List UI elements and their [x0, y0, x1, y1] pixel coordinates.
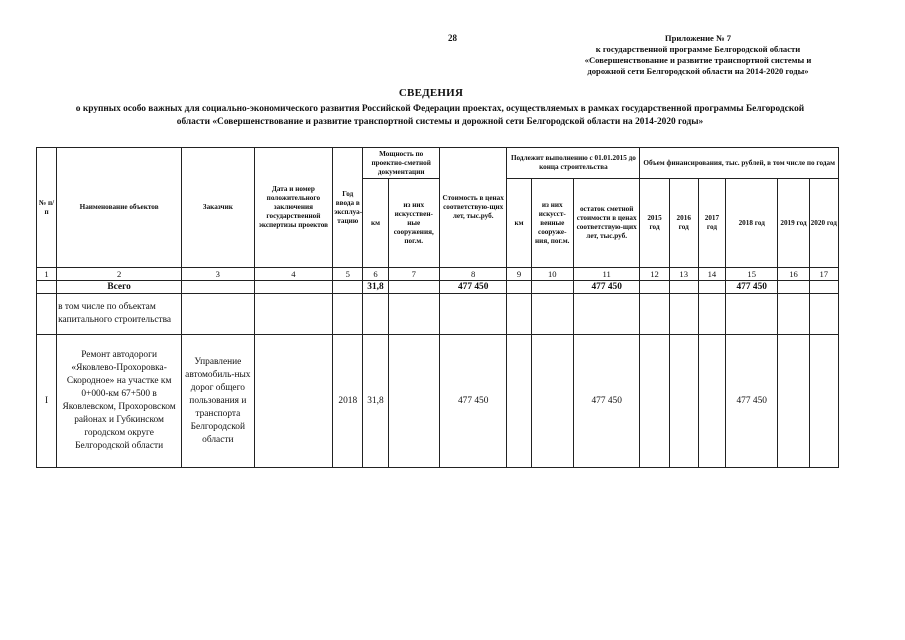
- column-number: 11: [573, 268, 640, 281]
- column-number: 5: [333, 268, 363, 281]
- total-customer: [182, 281, 255, 294]
- header-capacity-km: км: [363, 179, 388, 268]
- column-number-row: [37, 268, 839, 281]
- total-row: [37, 281, 839, 294]
- total-num: [37, 281, 57, 294]
- total-remaining-art: [531, 281, 573, 294]
- appendix-line-4: дорожной сети Белгородской области на 2014-2020 годы»: [587, 66, 809, 76]
- column-number: 10: [531, 268, 573, 281]
- appendix-note: [548, 33, 848, 77]
- row-year: 2018: [333, 335, 363, 468]
- total-remaining-cost: 477 450: [573, 281, 640, 294]
- column-number: 8: [439, 268, 507, 281]
- total-2020: [809, 281, 838, 294]
- total-year: [333, 281, 363, 294]
- subheader-row: [37, 294, 839, 335]
- row-2019: [778, 335, 809, 468]
- header-capacity-art: из них искусствен-ные сооружения, пог.м.: [388, 179, 439, 268]
- page-number: 28: [448, 33, 457, 43]
- header-year-2017: 2017 год: [698, 179, 725, 268]
- column-number: 1: [37, 268, 57, 281]
- header-num: № п/п: [37, 148, 57, 268]
- header-remaining-art: из них искусст-венные сооруже-ния, пог.м.: [531, 179, 573, 268]
- header-expertise: Дата и номер положительного заключения государственной экспертизы проектов: [254, 148, 333, 268]
- total-art: [388, 281, 439, 294]
- header-finance-group: Объем финансирования, тыс. рублей, в том числе по годам: [640, 148, 839, 179]
- row-expertise: [254, 335, 333, 468]
- subheader-label: в том числе по объектам капитального строительства: [57, 294, 182, 335]
- row-art: [388, 335, 439, 468]
- column-number: 3: [182, 268, 255, 281]
- total-expertise: [254, 281, 333, 294]
- row-cost: 477 450: [439, 335, 507, 468]
- column-number: 16: [778, 268, 809, 281]
- header-year-commission: Год ввода в эксплуа-тацию: [333, 148, 363, 268]
- header-capacity-group: Мощность по проектно-сметной документации: [363, 148, 440, 179]
- header-customer: Заказчик: [182, 148, 255, 268]
- column-number: 2: [57, 268, 182, 281]
- column-number: 17: [809, 268, 838, 281]
- row-2020: [809, 335, 838, 468]
- column-number: 7: [388, 268, 439, 281]
- header-year-2019: 2019 год: [778, 179, 809, 268]
- row-2018: 477 450: [726, 335, 778, 468]
- header-remaining-cost: остаток сметной стоимости в ценах соответствую-щих лет, тыс.руб.: [573, 179, 640, 268]
- row-name: Ремонт автодороги «Яковлево-Прохоровка-Скородное» на участке км 0+000-км 67+500 в Яковлевском, Прохоровском районах и Губкинском городском округе Белгородской области: [57, 335, 182, 468]
- column-number: 6: [363, 268, 388, 281]
- row-remaining-cost: 477 450: [573, 335, 640, 468]
- row-remaining-art: [531, 335, 573, 468]
- header-cost: Стоимость в ценах соответствую-щих лет, тыс.руб.: [439, 148, 507, 268]
- column-number: 9: [507, 268, 531, 281]
- document-subtitle: о крупных особо важных для социально-экономического развития Российской Федерации проектах, осуществляемых в рамках государственной программы Белгородской области «Совершенствование и развитие транспортной системы и дорожной сети Белгородской области на 2014-2020 годы»: [75, 104, 805, 127]
- total-2019: [778, 281, 809, 294]
- row-remaining-km: [507, 335, 531, 468]
- appendix-line-2: к государственной программе Белгородской области: [595, 44, 801, 54]
- total-label: Всего: [57, 281, 182, 294]
- row-km: 31,8: [363, 335, 388, 468]
- column-number: 13: [669, 268, 698, 281]
- projects-table: [36, 147, 839, 468]
- total-2016: [669, 281, 698, 294]
- column-number: 15: [726, 268, 778, 281]
- row-2017: [698, 335, 725, 468]
- total-remaining-km: [507, 281, 531, 294]
- total-cost: 477 450: [439, 281, 507, 294]
- header-name: Наименование объектов: [57, 148, 182, 268]
- row-num: I: [37, 335, 57, 468]
- total-2017: [698, 281, 725, 294]
- header-remaining-km: км: [507, 179, 531, 268]
- total-km: 31,8: [363, 281, 388, 294]
- column-number: 12: [640, 268, 669, 281]
- header-year-2016: 2016 год: [669, 179, 698, 268]
- column-number: 4: [254, 268, 333, 281]
- row-2015: [640, 335, 669, 468]
- header-remaining-group: Подлежит выполнению с 01.01.2015 до конца строительства: [507, 148, 640, 179]
- row-2016: [669, 335, 698, 468]
- header-year-2018: 2018 год: [726, 179, 778, 268]
- total-2015: [640, 281, 669, 294]
- header-year-2015: 2015 год: [640, 179, 669, 268]
- appendix-line-1: Приложение № 7: [664, 33, 732, 43]
- header-year-2020: 2020 год: [809, 179, 838, 268]
- appendix-line-3: «Совершенствование и развитие транспортной системы и: [584, 55, 812, 65]
- total-2018: 477 450: [726, 281, 778, 294]
- column-number: 14: [698, 268, 725, 281]
- row-customer: Управление автомобиль-ных дорог общего пользования и транспорта Белгородской области: [182, 335, 255, 468]
- table-row: [37, 335, 839, 468]
- document-title: СВЕДЕНИЯ: [398, 87, 464, 99]
